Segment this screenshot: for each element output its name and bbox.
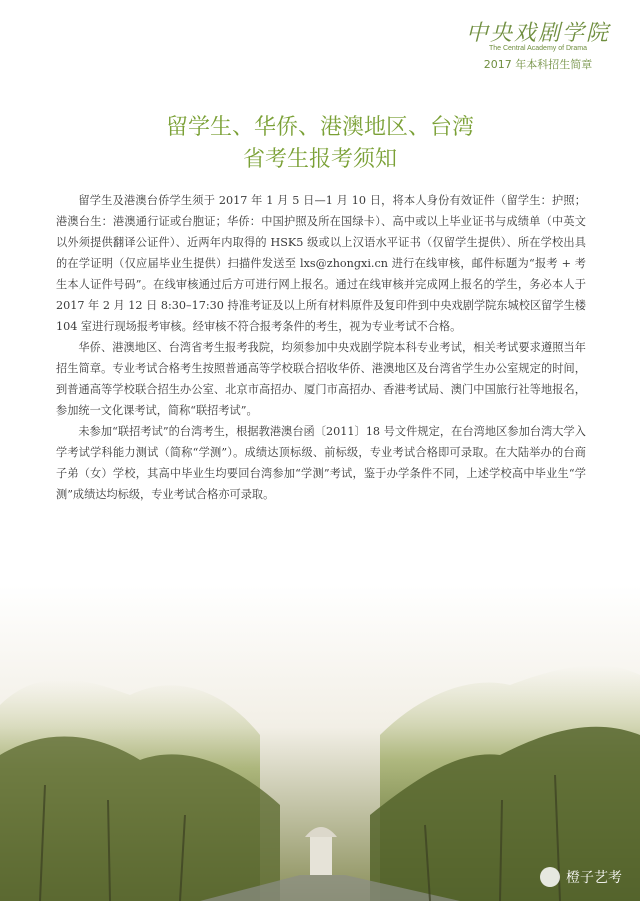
title-line-2: 省考生报考须知 [242, 147, 397, 172]
header [466, 16, 610, 72]
academy-logo-english: The Central Academy of Drama [488, 45, 588, 52]
title-line-1: 留学生、华侨、港澳地区、台湾 [165, 115, 474, 140]
watermark [540, 867, 622, 887]
paragraph-1: 留学生及港澳台侨学生须于 2017 年 1 月 5 日—1 月 10 日，将本人身份有效证件（留学生：护照；港澳台生：港澳通行证或台胞证；华侨：中国护照及所在国绿卡）、高中或以上毕业证书与成绩单（中英文以外须提供翻译公证件）、近两年内取得的 HSK5 级或以上汉语水平证书（仅留学生提供）、所在学校出具的在学证明（仅应届毕业生提供）扫描件发送至 lxs@zhongxi.cn 进行在线审核，邮件标题为“报考 + 考生本人证件号码”。在线审核通过后方可进行网上报名。通过在线审核并完成网上报名的学生，务必本人于 2017 年 2 月 12 日 8:30–17:30 持准考证及以上所有材料原件及复印件到中央戏剧学院东城校区留学生楼 104 室进行现场报考审核。经审核不符合报考条件的考生，视为专业考试不合格。 [56, 194, 586, 333]
notice-body [56, 190, 586, 505]
campus-trees-photo [0, 585, 640, 901]
paragraph-3: 未参加“联招考试”的台湾考生，根据教港澳台函〔2011〕18 号文件规定，在台湾地区参加台湾大学入学考试学科能力测试（简称“学测”）。成绩达顶标级、前标级，专业考试合格即可录取。在大陆举办的台商子弟（女）学校，其高中毕业生均要回台湾参加“学测”考试，鉴于办学条件不同，上述学校高中毕业生“学测”成绩达均标级，专业考试合格亦可录取。 [56, 425, 586, 501]
brochure-title: 2017 年本科招生简章 [483, 58, 593, 71]
wechat-icon [540, 867, 560, 887]
page-title [0, 112, 640, 176]
watermark-text: 橙子艺考 [566, 870, 622, 886]
paragraph-2: 华侨、港澳地区、台湾省考生报考我院，均须参加中央戏剧学院本科专业考试，相关考试要求遵照当年招生简章。专业考试合格考生按照普通高等学校联合招收华侨、港澳地区及台湾省学生办公室规定的时间，到普通高等学校联合招生办公室、北京市高招办、厦门市高招办、香港考试局、澳门中国旅行社等地报名，参加统一文化课考试，简称“联招考试”。 [56, 341, 586, 417]
academy-logo: 中央戏剧学院 [465, 21, 610, 46]
